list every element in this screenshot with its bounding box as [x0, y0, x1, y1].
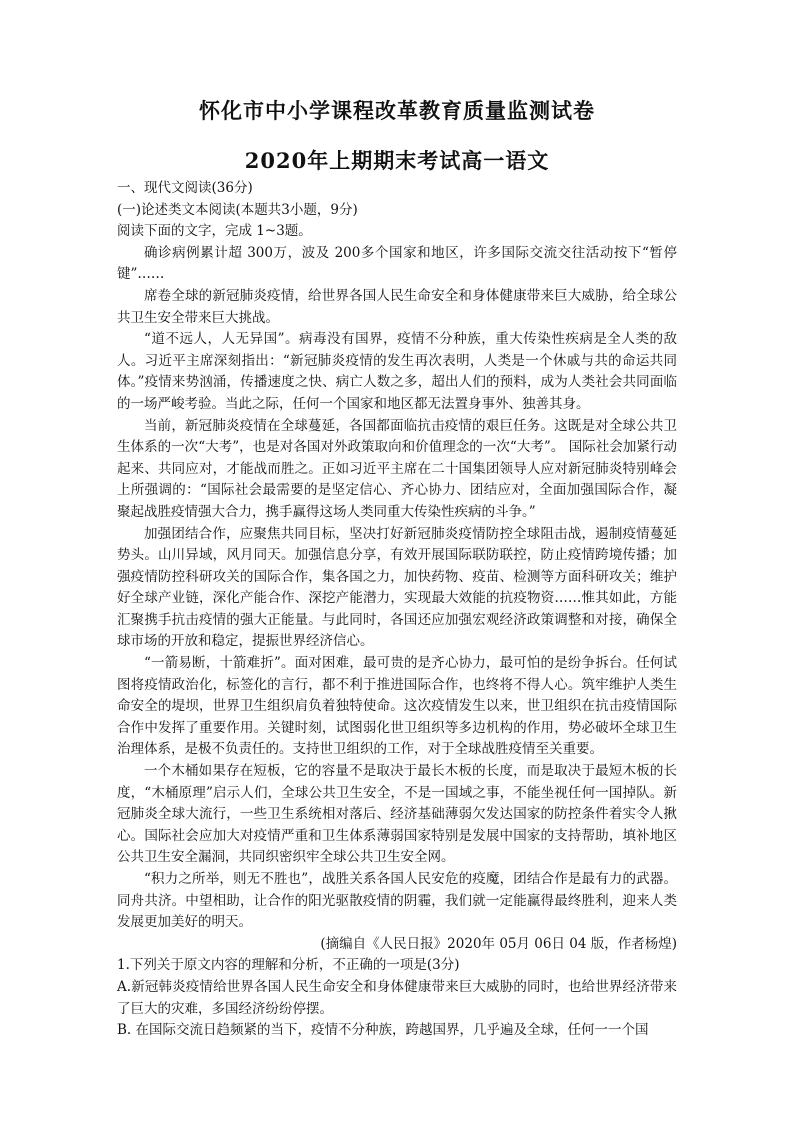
passage-paragraph: “一箭易断，十箭难折”。面对困难，最可贵的是齐心协力，最可怕的是纷争拆台。任何试图将疫情政治化，标签化的言行，都不利于推进国际合作，也终将不得人心。筑牢维护人类生命安全的堤坝，世界卫生组织肩负着独特使命。这次疫情发生以来，世卫组织在抗击疫情国际合作中发挥了重要作用。关键时刻，试图弱化世卫组织等多边机构的作用，势必破坏全球卫生治理体系，是极不负责任的。支持世卫组织的工作，对于全球战胜疫情至关重要。	[117, 655, 677, 758]
section-heading: 一、现代文阅读(36分)	[117, 180, 253, 196]
passage-paragraph: “积力之所举，则无不胜也”，战胜关系各国人民安危的疫魔，团结合作是最有力的武器。同舟共济。中望相助，让合作的阳光驱散疫情的阴霾，我们就一定能赢得最终胜利，迎来人类发展更加美好的明天。	[117, 871, 677, 931]
exam-page	[117, 98, 677, 1042]
exam-title: 怀化市中小学课程改革教育质量监测试卷	[199, 98, 595, 123]
exam-subtitle: 2020年上期期末考试高一语文	[244, 148, 550, 173]
passage-source: (摘编自《人民日报》2020年 05月 06日 04 版，作者杨煌)	[320, 935, 677, 952]
passage-paragraph: 当前，新冠肺炎疫情在全球蔓延，各国都面临抗击疫情的艰巨任务。这既是对全球公共卫生体系的一次“大考”，也是对各国对外政策取向和价值理念的一次“大考”。 国际社会加紧行动起来、共同应对，才能战而胜之。正如习近平主席在二十国集团领导人应对新冠肺炎特别峰会上所强调的：“国际社会最需要的是坚定信心、齐心协力、团结应对，全面加强国际合作，凝聚起战胜疫情强大合力，携手赢得这场人类同重大传染性疾病的斗争。”	[117, 417, 677, 520]
question-1-option-b: B. 在国际交流日趋频紧的当下，疫情不分种族，跨越国界，几乎遍及全球，任何一一个国	[117, 1022, 649, 1039]
passage-paragraph: 一个木桶如果存在短板，它的容量不是取决于最长木板的长度，而是取决于最短木板的长度，“木桶原理”启示人们，全球公共卫生安全，不是一国域之事，不能坐视任何一国掉队。新冠肺炎全球大流行，一些卫生系统相对落后、经济基础薄弱欠发达国家的防控条件着实令人揪心。国际社会应加大对疫情严重和卫生体系薄弱国家特别是发展中国家的支持帮助，填补地区公共卫生安全漏洞，共同织密织牢全球公共卫生安全网。	[117, 763, 677, 866]
question-1-stem: 1.下列关于原文内容的理解和分析，不正确的一项是(3分)	[117, 957, 460, 974]
section-subheading: (一)论述类文本阅读(本题共3小题，9分)	[117, 201, 358, 218]
passage-paragraph: 席卷全球的新冠肺炎疫情，给世界各国人民生命安全和身体健康带来巨大威胁，给全球公共卫生安全带来巨大挑战。	[117, 287, 677, 326]
reading-instruction: 阅读下面的文字，完成 1~3题。	[117, 223, 312, 240]
passage-paragraph: “道不远人，人无异国”。病毒没有国界，疫情不分种族，重大传染性疾病是全人类的敌人。习近平主席深刻指出：“新冠肺炎疫情的发生再次表明，人类是一个休戚与共的命运共同体。”疫情来势汹涌，传播速度之快、病亡人数之多，超出人们的预料，成为人类社会共同面临的一场严峻考验。当此之际，任何一个国家和地区都无法置身事外、独善其身。	[117, 331, 677, 412]
question-1-option-a: A.新冠韩炎疫情给世界各国人民生命安全和身体健康带来巨大威胁的同时，也给世界经济带来了巨大的灾难，多国经济纷纷停摆。	[117, 978, 677, 1017]
passage-paragraph: 加强团结合作，应聚焦共同目标，坚决打好新冠肺炎疫情防控全球阻击战，遏制疫情蔓延势头。山川异域，风月同天。加强信息分享，有效开展国际联防联控，防止疫情跨境传播；加强疫情防控科研攻关的国际合作，集各国之力，加快药物、疫苗、检测等方面科研攻关；维护好全球产业链，深化产能合作、深挖产能潜力，实现最大效能的抗疫物资……惟其如此，方能汇聚携手抗击疫情的强大正能量。与此同时，各国还应加强宏观经济政策调整和对接，确保全球市场的开放和稳定，提振世界经济信心。	[117, 525, 677, 650]
passage-paragraph: 确诊病例累计超 300万，波及 200多个国家和地区，许多国际交流交往活动按下“暂停键”……	[117, 244, 677, 283]
